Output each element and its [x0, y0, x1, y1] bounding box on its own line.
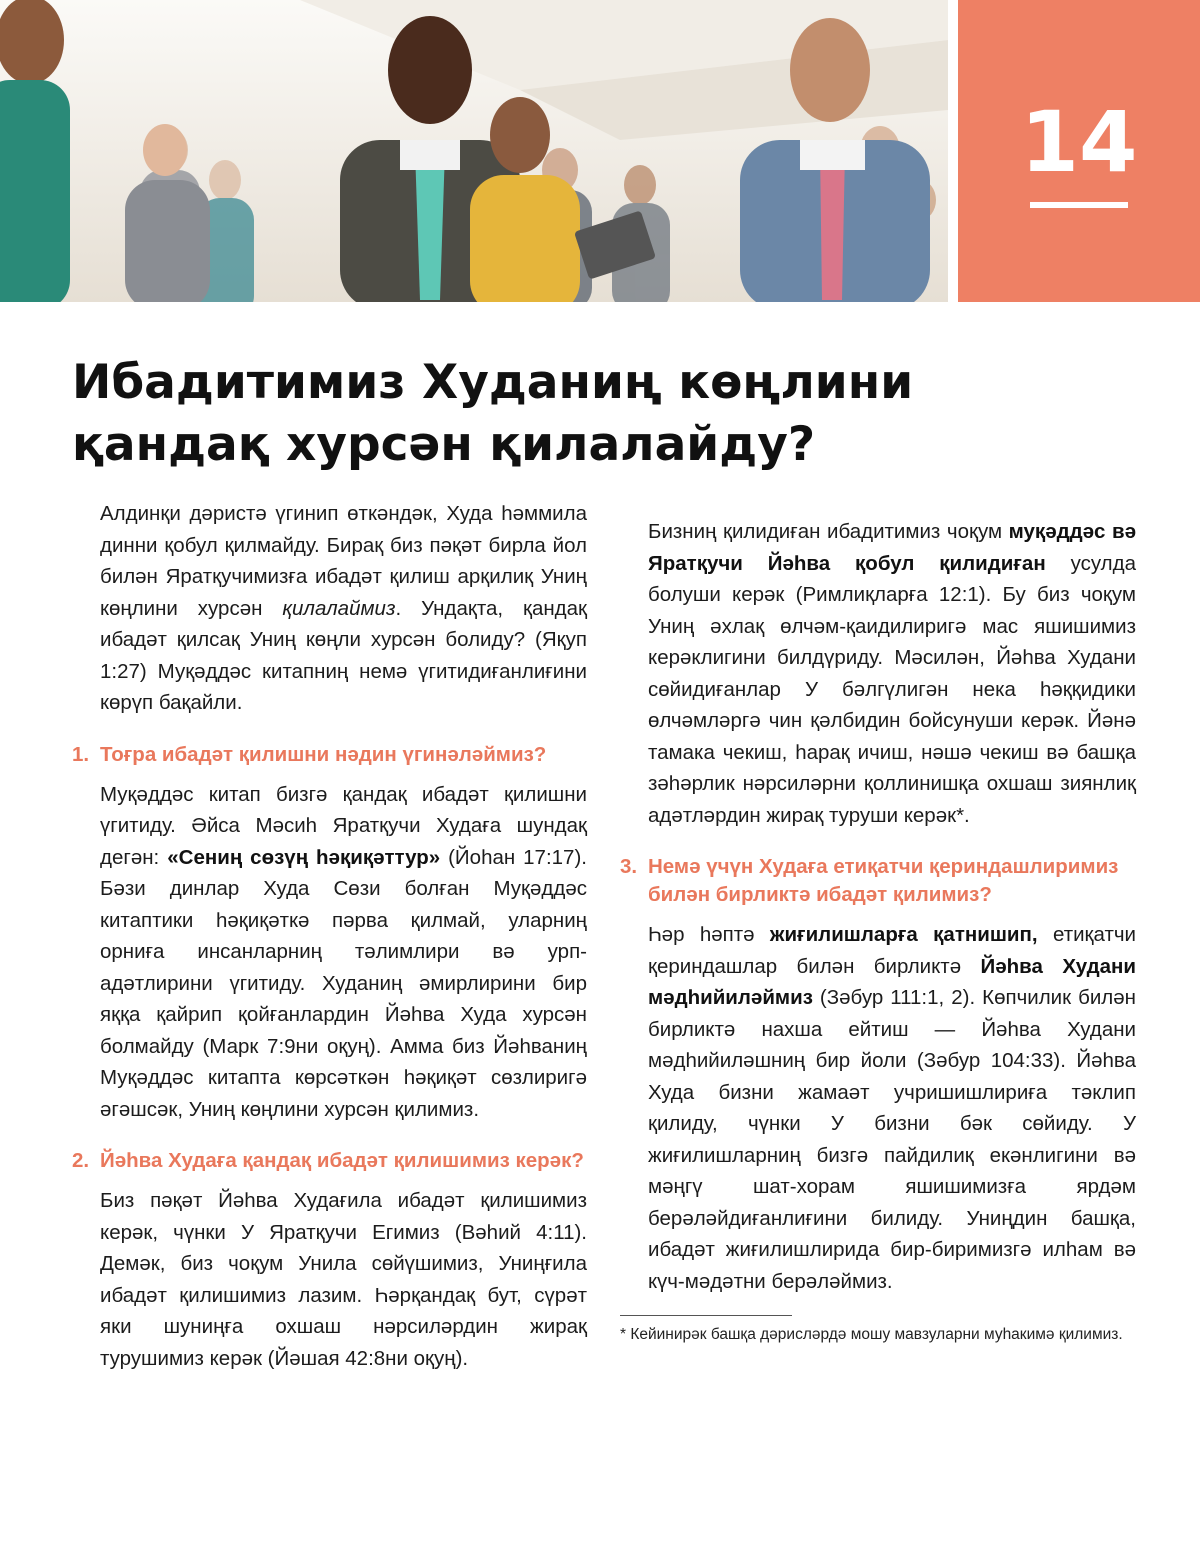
section-2-bold-text: муқәддәс вә Яратқучи Йәһва қобул қилидиған — [648, 520, 1137, 575]
section-2-paragraph-2 — [620, 516, 1136, 831]
intro-text-rest: . Ундақта, қандақ ибадәт қилсақ Униң көңли хурсән болиду? (Яқуп 1:27) Муқәддәс китапниң немә үгитидиғанлиғини көрүп бақайли. — [100, 596, 587, 714]
intro-italic-text: қилалаймиз — [282, 596, 396, 620]
congregation-illustration — [0, 0, 948, 302]
section-3-text: Һәр һәптә — [648, 923, 770, 946]
left-column — [72, 498, 587, 1374]
section-heading-1 — [72, 741, 587, 769]
section-number-1: 1. — [72, 742, 90, 766]
section-2-paragraph-1: Биз пәқәт Йәһва Худағила ибадәт қилишимиз керәк, чүнки У Яратқучи Егимиз (Вәһий 4:11). Демәк, биз чоқум Унила сөйүшимиз, Униңғила ибадәт қилишимиз лазим. Һәрқандақ бут, сүрәт яки шуниңға охшаш нәрсиләрдин жирақ турушимиз керәк (Йәшая 42:8ни оқуң). — [100, 1189, 587, 1370]
section-3-bold-text: жиғилишларға қатнишип, — [769, 923, 1038, 946]
lesson-number-box — [958, 0, 1200, 302]
lesson-number-underline — [1030, 202, 1128, 208]
intro-text: Алдинқи дәристә үгинип өткәндәк, Худа һәммила динни қобул қилмайду. Бирақ биз пәқәт бирла йол билән Яратқучимизға ибадәт қилиш арқилиқ Униң көңлини хурсән — [100, 502, 587, 620]
section-title-2: Йәһва Худаға қандақ ибадәт қилишимиз керәк? — [100, 1149, 584, 1172]
section-3-text-mid: етиқатчи қериндашлар билән бирликтә — [648, 923, 1136, 978]
section-2-text-rest: усулда болуши керәк (Римлиқларға 12:1). Бу биз чоқум Униң әхлақ өлчәм-қаидилиригә мас яшишимиз керәклигини билдүриду. Мәсилән, Йәһва Худани сөйидиғанлар У бәлгүлигән нека һәққидики өлчәмләргә чин қәлбидин бойсунуши керәк. Йәнә тамака чекиш, һарақ ичиш, нәшә чекиш вә башқа зәһәрлик нәрсиләрни қоллинишқа охшаш зиянлиқ адәтләрдин жирақ туруши керәк*. — [648, 551, 1136, 827]
section-2-text: Бизниң қилидиған ибадитимиз чоқум — [648, 520, 1009, 543]
page-title: Ибадитимиз Худаниң көңлини қандақ хурсән қилалайду? — [72, 355, 914, 472]
section-1-bold-quote: «Сениң сөзүң һәқиқәттур» — [167, 845, 441, 869]
section-3-text-rest: (Зәбур 111:1, 2). Көпчилик билән бирликтә нахша ейтиш — Йәһва Худани мәдһийиләшниң бир йоли (Зәбур 104:33). Йәһва Худа бизни жамаәт учришишлириға тәклип қилиду, чүнки У бизни бәк сөйиду. У жиғилишларниң бизгә пайдилиқ екәнлигини вә мәңгү шат-хорам яшишимизға ярдәм берәләйдиғанлиғини билиду. Униңдин башқа, ибадәт жиғилишлирида бир-биримизгә илһам вә күч-мәдәтни берәләймиз. — [648, 986, 1136, 1293]
section-title-3: Немә үчүн Худаға етиқатчи қериндашлиримиз билән бирликтә ибадәт қилимиз? — [648, 855, 1119, 906]
section-1-text-rest: (Йоһан 17:17). Бәзи динлар Худа Сөзи болған Муқәддәс китаптики һәқиқәткә пәрва қилмай, уларниң орниға инсанларниң тәлимлири вә урп-адәтлирини үгитиду. Худаниң әмирлирини бир яққа қайрип қойғанлардин Йәһва Худа хурсән болмайду (Марк 7:9ни оқуң). Амма биз Йәһваниң Муқәддәс китапта көрсәткән һәқиқәт сөзлиригә әгәшсәк, Униң көңлини хурсән қилимиз. — [100, 845, 587, 1121]
section-1-paragraph — [72, 779, 587, 1126]
right-column — [620, 506, 1136, 1345]
footnote: * Кейинирәк башқа дәрисләрдә мошу мавзуларни муһакимә қилимиз. — [620, 1326, 1123, 1343]
section-heading-3 — [620, 853, 1136, 909]
section-1-text: Муқәддәс китап бизгә қандақ ибадәт қилишни үгитиду. Әйса Мәсиһ Яратқучи Худаға шундақ дегән: — [100, 782, 587, 869]
section-number-3: 3. — [620, 855, 638, 878]
header-photo — [0, 0, 948, 302]
section-heading-2 — [72, 1147, 587, 1175]
section-3-paragraph — [620, 919, 1136, 1297]
intro-paragraph — [72, 498, 587, 719]
section-3-bold-text-2: Йәһва Худани мәдһийиләймиз — [648, 954, 1137, 1009]
section-title-1: Тоғра ибадәт қилишни нәдин үгинәләймиз? — [100, 742, 547, 766]
footnote-divider — [620, 1315, 792, 1316]
section-number-2: 2. — [72, 1149, 90, 1172]
lesson-number: 14 — [1020, 93, 1138, 191]
